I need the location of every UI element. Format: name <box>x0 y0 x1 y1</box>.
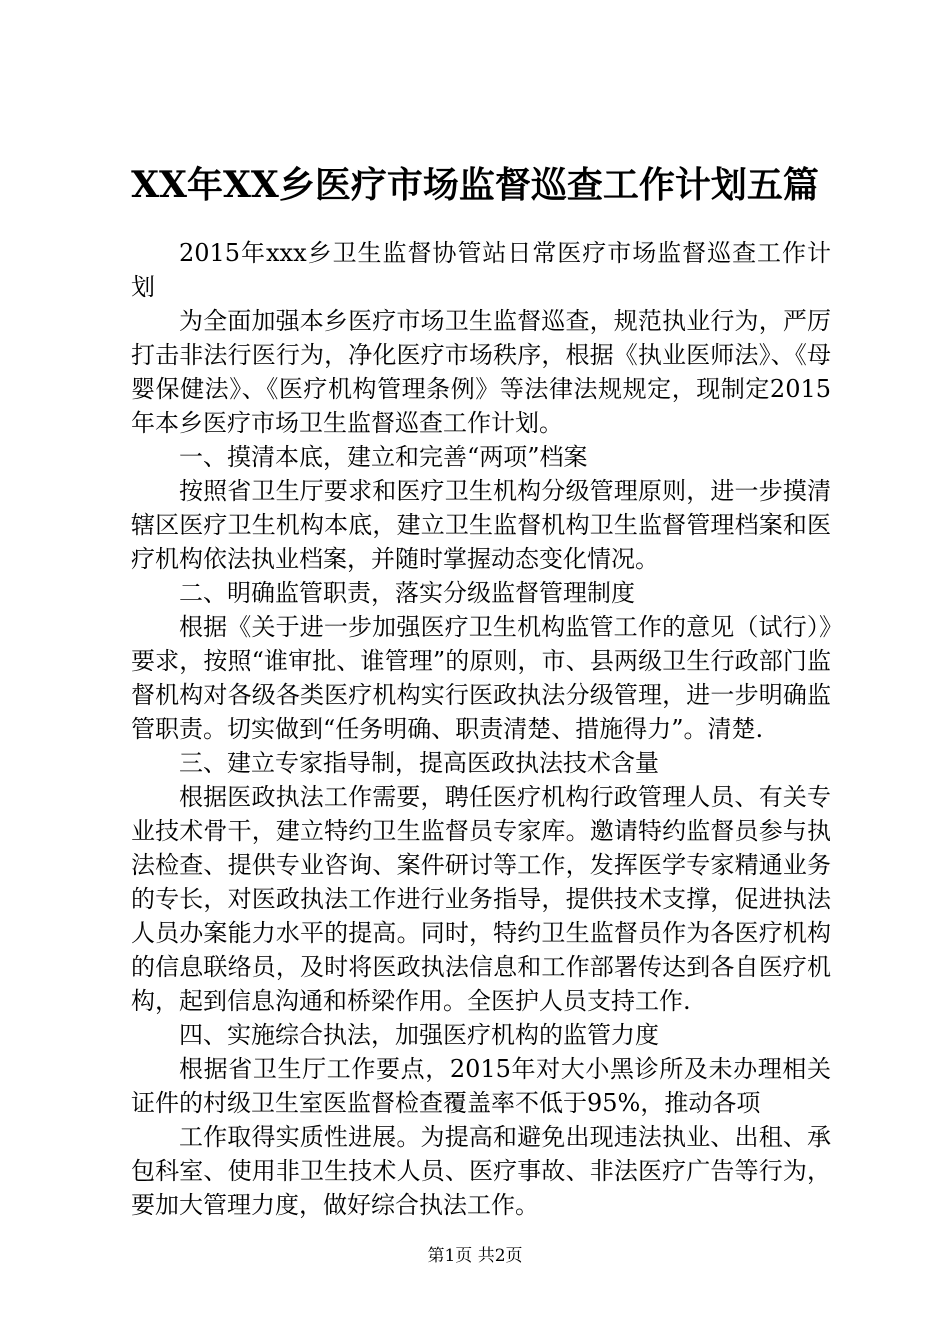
section-heading-2: 二、明确监管职责，落实分级监督管理制度 <box>179 579 635 607</box>
paragraph-section-3: 根据医政执法工作需要，聘任医疗机构行政管理人员、有关专业技术骨干，建立特约卫生监督员专家库。邀请特约监督员参与执法检查、提供专业咨询、案件研讨等工作，发挥医学专家精通业务的专长，对医政执法工作进行业务指导，提供技术支撑，促进执法人员办案能力水平的提高。同时，特约卫生监督员作为各医疗机构的信息联络员，及时将医政执法信息和工作部署传达到各自医疗机构，起到信息沟通和桥梁作用。全医护人员支持工作. <box>131 783 831 1015</box>
page-footer: 第1页 共2页 <box>427 1246 523 1266</box>
paragraph-section-4b: 工作取得实质性进展。为提高和避免出现违法执业、出租、承包科室、使用非卫生技术人员、医疗事故、非法医疗广告等行为，要加大管理力度，做好综合执法工作。 <box>131 1123 831 1219</box>
paragraph-section-1: 按照省卫生厅要求和医疗卫生机构分级管理原则，进一步摸清辖区医疗卫生机构本底，建立卫生监督机构卫生监督管理档案和医疗机构依法执业档案，并随时掌握动态变化情况。 <box>131 477 831 573</box>
paragraph-section-4a: 根据省卫生厅工作要点，2015年对大小黑诊所及未办理相关证件的村级卫生室医监督检查覆盖率不低于95%，推动各项 <box>131 1055 831 1117</box>
section-heading-3: 三、建立专家指导制，提高医政执法技术含量 <box>179 749 659 777</box>
section-heading-4: 四、实施综合执法，加强医疗机构的监管力度 <box>179 1021 659 1049</box>
document-title: XX年XX乡医疗市场监督巡查工作计划五篇 <box>131 164 819 206</box>
paragraph-intro: 为全面加强本乡医疗市场卫生监督巡查，规范执业行为，严厉打击非法行医行为，净化医疗市场秩序，根据《执业医师法》、《母婴保健法》、《医疗机构管理条例》等法律法规规定，现制定2015年本乡医疗市场卫生监督巡查工作计划。 <box>131 307 831 437</box>
section-heading-1: 一、摸清本底，建立和完善“两项”档案 <box>179 443 588 471</box>
paragraph-subtitle: 2015年xxx乡卫生监督协管站日常医疗市场监督巡查工作计划 <box>131 239 831 301</box>
paragraph-section-2: 根据《关于进一步加强医疗卫生机构监管工作的意见（试行）》要求，按照“谁审批、谁管理”的原则，市、县两级卫生行政部门监督机构对各级各类医疗机构实行医政执法分级管理，进一步明确监管职责。切实做到“任务明确、职责清楚、措施得力”。清楚. <box>131 613 831 743</box>
document-body <box>131 236 831 1222</box>
